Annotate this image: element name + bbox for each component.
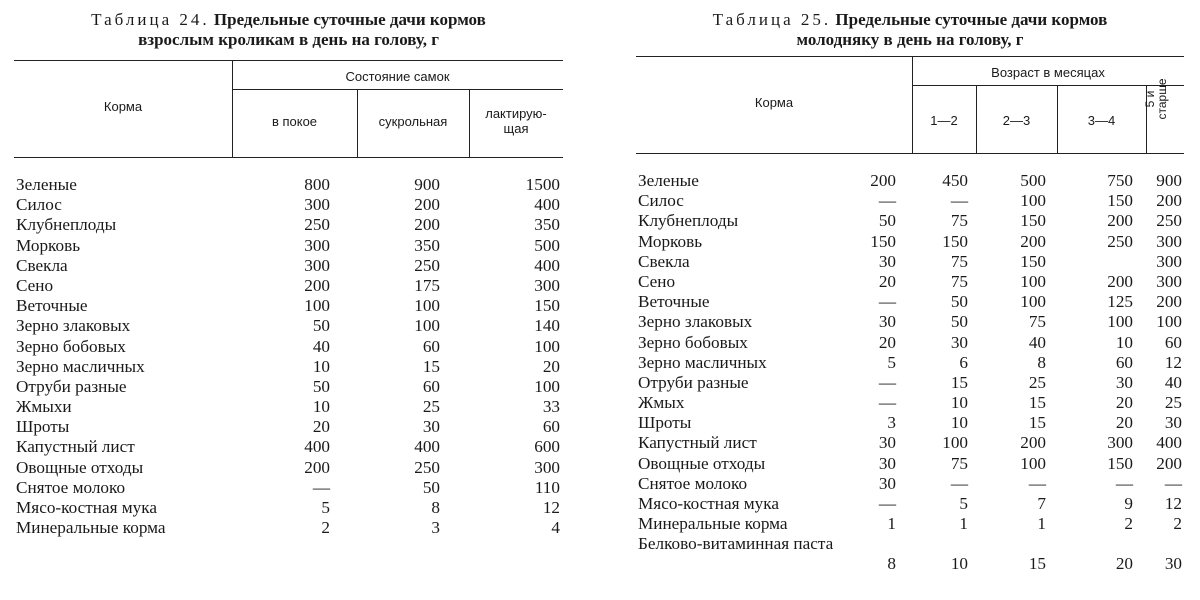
row-feed-name: Зерно злаковых — [638, 312, 753, 332]
row-value: 200 — [414, 195, 440, 215]
table-row — [14, 236, 563, 256]
table-24-header — [14, 60, 563, 158]
row-value: 40 — [1164, 372, 1182, 392]
row-value: 30 — [422, 417, 440, 437]
table-25-col-feed: Корма — [754, 95, 794, 110]
row-value: 300 — [1156, 271, 1182, 291]
row-feed-name: Зерно масличных — [638, 352, 767, 372]
table-row — [14, 417, 563, 437]
row-value: 30 — [878, 312, 896, 332]
row-value: — — [1164, 473, 1182, 493]
row-feed-name: Свекла — [16, 255, 68, 275]
row-value: 25 — [1028, 372, 1046, 392]
table-row — [636, 171, 1184, 191]
row-value: 4 — [551, 518, 560, 538]
row-value: 100 — [1107, 312, 1133, 332]
table-row — [636, 232, 1184, 252]
table-row — [14, 276, 563, 296]
row-value: 400 — [534, 195, 560, 215]
row-value: 3 — [887, 413, 896, 433]
row-value: — — [878, 191, 896, 211]
row-value: 75 — [950, 271, 968, 291]
row-value: 150 — [870, 231, 896, 251]
row-value: 5 — [887, 352, 896, 372]
row-value: 75 — [950, 251, 968, 271]
row-value: 200 — [1107, 271, 1133, 291]
row-value: 25 — [422, 397, 440, 417]
row-value: 60 — [422, 336, 440, 356]
row-value: 200 — [1156, 191, 1182, 211]
row-value: 5 — [959, 494, 968, 513]
row-feed-name: Белково-витаминная паста — [638, 534, 834, 554]
row-value: 200 — [1020, 433, 1046, 453]
row-value: 10 — [950, 413, 968, 433]
row-value: 30 — [1164, 413, 1182, 433]
row-value: 30 — [878, 251, 896, 271]
row-value: 30 — [878, 453, 896, 473]
row-value: 10 — [950, 393, 968, 413]
row-value: — — [950, 191, 968, 211]
table-row — [14, 377, 563, 397]
table-24-title-line2: взрослым кроликам в день на голову, г — [138, 30, 439, 49]
row-value: 9 — [1124, 494, 1133, 513]
row-value: 100 — [1156, 312, 1182, 332]
table-row — [636, 333, 1184, 353]
table-25-body — [636, 171, 1184, 574]
row-value: 75 — [1028, 312, 1046, 332]
row-value: 10 — [950, 554, 968, 574]
row-value: 20 — [1115, 413, 1133, 433]
row-value: 800 — [304, 175, 330, 194]
row-value: — — [950, 473, 968, 493]
row-value: — — [878, 372, 896, 392]
row-value: 20 — [1115, 393, 1133, 413]
table-row — [636, 312, 1184, 332]
row-value: 2 — [321, 518, 330, 538]
row-feed-name: Морковь — [16, 235, 81, 255]
row-feed-name: Минеральные корма — [638, 514, 788, 534]
row-value: 15 — [950, 372, 968, 392]
row-value: 300 — [1107, 433, 1133, 453]
row-value: 10 — [312, 397, 330, 417]
table-row — [636, 292, 1184, 312]
row-value: 50 — [950, 312, 968, 332]
row-value: 100 — [1020, 292, 1046, 312]
row-value: 150 — [1020, 251, 1046, 271]
row-value: 2 — [1173, 514, 1182, 534]
table-row — [14, 337, 563, 357]
row-feed-name: Веточные — [16, 296, 88, 316]
table-row — [14, 357, 563, 377]
row-value: 250 — [1107, 231, 1133, 251]
table-row — [14, 498, 563, 518]
row-value: 1 — [1037, 514, 1046, 534]
row-value: 100 — [414, 296, 440, 316]
row-value: 750 — [1107, 171, 1133, 190]
row-value: 33 — [542, 397, 560, 417]
row-value: 100 — [942, 433, 968, 453]
row-value: — — [878, 393, 896, 413]
row-value: 30 — [950, 332, 968, 352]
row-value: 100 — [1020, 271, 1046, 291]
table-row — [636, 534, 1184, 574]
row-feed-name: Овощные отходы — [638, 453, 766, 473]
row-value: 350 — [534, 215, 560, 235]
row-feed-name: Сено — [16, 275, 54, 295]
row-value: — — [312, 477, 330, 497]
row-value: 200 — [304, 457, 330, 477]
row-value: 6 — [959, 352, 968, 372]
table-row — [636, 252, 1184, 272]
table-25-header — [636, 56, 1184, 154]
row-value: 15 — [422, 356, 440, 376]
row-feed-name: Зерно масличных — [16, 356, 145, 376]
table-24-title-line1: Предельные суточные дачи кормов — [213, 10, 486, 29]
row-feed-name: Мясо-костная мука — [638, 494, 779, 513]
row-value: 15 — [1028, 413, 1046, 433]
row-value: 50 — [422, 477, 440, 497]
row-value: 20 — [1115, 554, 1133, 574]
row-value: 25 — [1164, 393, 1182, 413]
row-value: 60 — [422, 376, 440, 396]
row-value: 350 — [414, 235, 440, 255]
row-value: 30 — [878, 433, 896, 453]
table-24-col-rest: в покое — [271, 114, 318, 129]
row-value: 10 — [1115, 332, 1133, 352]
row-value: 200 — [1020, 231, 1046, 251]
row-value: 175 — [414, 275, 440, 295]
row-value: 150 — [534, 296, 560, 316]
row-feed-name: Зерно бобовых — [638, 332, 748, 352]
table-25-col-2-3: 2—3 — [1002, 113, 1031, 128]
row-value: 125 — [1107, 292, 1133, 312]
row-value: 300 — [534, 275, 560, 295]
row-feed-name: Жмыхи — [16, 397, 72, 417]
table-24-col-lactating: лактирую- щая — [485, 106, 547, 136]
table-25-col-5-plus: 5 и старше — [1143, 78, 1169, 120]
table-25 — [636, 0, 1184, 574]
row-value: 8 — [887, 554, 896, 574]
row-value: 20 — [542, 356, 560, 376]
row-feed-name: Зеленые — [16, 175, 77, 194]
row-value: 400 — [1156, 433, 1182, 453]
row-feed-name: Зеленые — [638, 171, 699, 190]
row-value: 400 — [304, 437, 330, 457]
table-25-caption — [636, 10, 1184, 52]
row-value: 100 — [534, 336, 560, 356]
row-value: 150 — [1107, 453, 1133, 473]
row-value: 300 — [1156, 251, 1182, 271]
table-24-group-header: Состояние самок — [345, 69, 450, 84]
table-row — [636, 514, 1184, 534]
row-value: 300 — [304, 235, 330, 255]
row-value: 15 — [1028, 393, 1046, 413]
table-25-col-1-2: 1—2 — [930, 113, 958, 128]
row-feed-name: Мясо-костная мука — [16, 498, 157, 517]
row-value: 600 — [534, 437, 560, 457]
row-value: 500 — [534, 235, 560, 255]
row-value: 100 — [1020, 453, 1046, 473]
row-value: 30 — [1164, 554, 1182, 574]
table-row — [14, 175, 563, 195]
row-value: 150 — [1107, 191, 1133, 211]
row-value: 3 — [431, 518, 440, 538]
row-feed-name: Сено — [638, 271, 676, 291]
row-value: 200 — [414, 215, 440, 235]
row-value: 900 — [414, 175, 440, 194]
table-row — [14, 296, 563, 316]
table-row — [636, 454, 1184, 474]
row-value: — — [1115, 473, 1133, 493]
row-value: 300 — [534, 457, 560, 477]
table-row — [14, 518, 563, 538]
table-row — [14, 195, 563, 215]
table-row — [636, 413, 1184, 433]
row-value: 50 — [950, 292, 968, 312]
row-value: 12 — [1164, 352, 1182, 372]
table-row — [636, 474, 1184, 494]
row-feed-name: Зерно бобовых — [16, 336, 126, 356]
row-value: 140 — [534, 316, 560, 336]
row-value: 100 — [414, 316, 440, 336]
table-row — [636, 494, 1184, 514]
table-25-group-header: Возраст в месяцах — [991, 65, 1105, 80]
table-25-title-line1: Предельные суточные дачи кормов — [835, 10, 1108, 29]
row-feed-name: Отруби разные — [16, 376, 127, 396]
row-value: 7 — [1037, 494, 1046, 513]
table-row — [14, 437, 563, 457]
row-feed-name: Зерно злаковых — [16, 316, 131, 336]
table-row — [14, 397, 563, 417]
row-value: 200 — [1156, 292, 1182, 312]
row-value: 5 — [321, 498, 330, 517]
row-value: 150 — [942, 231, 968, 251]
row-feed-name: Жмых — [638, 393, 685, 413]
row-feed-name: Овощные отходы — [16, 457, 144, 477]
row-value: 110 — [534, 477, 560, 497]
row-value: — — [878, 494, 896, 513]
row-value: 60 — [1115, 352, 1133, 372]
row-value: 250 — [414, 457, 440, 477]
row-value: 8 — [1037, 352, 1046, 372]
row-value: 250 — [414, 255, 440, 275]
row-value: 30 — [1115, 372, 1133, 392]
row-value: 60 — [542, 417, 560, 437]
table-row — [14, 316, 563, 336]
table-row — [14, 458, 563, 478]
row-feed-name: Клубнеплоды — [16, 215, 117, 235]
row-feed-name: Капустный лист — [16, 437, 135, 457]
row-value: 12 — [542, 498, 560, 517]
table-row — [14, 215, 563, 235]
row-value: 12 — [1164, 494, 1182, 513]
table-row — [636, 191, 1184, 211]
row-value: 100 — [304, 296, 330, 316]
table-24-caption — [14, 10, 563, 52]
row-value: 20 — [878, 271, 896, 291]
table-row — [636, 393, 1184, 413]
table-25-number: Таблица 25. — [712, 10, 832, 29]
table-row — [636, 353, 1184, 373]
row-value: 900 — [1156, 171, 1182, 190]
row-value: 20 — [312, 417, 330, 437]
row-value: 300 — [304, 255, 330, 275]
row-value: 200 — [304, 275, 330, 295]
row-feed-name: Снятое молоко — [16, 477, 126, 497]
row-value: — — [878, 292, 896, 312]
row-value: 300 — [304, 195, 330, 215]
row-value: 40 — [312, 336, 330, 356]
row-value: 100 — [1020, 191, 1046, 211]
table-24-col-feed: Корма — [103, 99, 143, 114]
row-feed-name: Отруби разные — [638, 372, 749, 392]
row-feed-name: Шроты — [638, 413, 692, 433]
table-24-number: Таблица 24. — [91, 10, 210, 29]
row-value: 100 — [534, 376, 560, 396]
table-24-col-pregnant: сукрольная — [378, 114, 448, 129]
row-value: 8 — [431, 498, 440, 517]
row-feed-name: Снятое молоко — [638, 473, 748, 493]
row-feed-name: Минеральные корма — [16, 518, 166, 538]
table-row — [636, 272, 1184, 292]
row-value: 1500 — [525, 175, 560, 194]
row-feed-name: Шроты — [16, 417, 70, 437]
row-value: 50 — [312, 316, 330, 336]
row-feed-name: Морковь — [638, 231, 703, 251]
row-value: 50 — [312, 376, 330, 396]
row-value: 200 — [1107, 211, 1133, 231]
row-value: 20 — [878, 332, 896, 352]
row-value: 400 — [414, 437, 440, 457]
row-value: 450 — [942, 171, 968, 190]
table-25-col-3-4: 3—4 — [1087, 113, 1116, 128]
row-value: 1 — [959, 514, 968, 534]
row-feed-name: Свекла — [638, 251, 690, 271]
row-feed-name: Веточные — [638, 292, 710, 312]
row-value: 250 — [304, 215, 330, 235]
row-value: 10 — [312, 356, 330, 376]
row-value: 75 — [950, 211, 968, 231]
table-row — [636, 373, 1184, 393]
row-value: 300 — [1156, 231, 1182, 251]
row-value: 250 — [1156, 211, 1182, 231]
table-row — [14, 256, 563, 276]
row-feed-name: Силос — [16, 195, 62, 215]
table-row — [636, 433, 1184, 453]
row-value: 500 — [1020, 171, 1046, 190]
table-row — [14, 478, 563, 498]
row-value: 200 — [1156, 453, 1182, 473]
row-value: 50 — [878, 211, 896, 231]
row-value: 15 — [1028, 554, 1046, 574]
row-value: 40 — [1028, 332, 1046, 352]
table-row — [636, 211, 1184, 231]
row-value: 400 — [534, 255, 560, 275]
row-value: 150 — [1020, 211, 1046, 231]
row-value: 75 — [950, 453, 968, 473]
row-value: 60 — [1164, 332, 1182, 352]
row-value: 2 — [1124, 514, 1133, 534]
row-feed-name: Капустный лист — [638, 433, 757, 453]
row-value: — — [1028, 473, 1046, 493]
row-value: 30 — [878, 473, 896, 493]
row-value: 200 — [870, 171, 896, 190]
row-value: 1 — [887, 514, 896, 534]
row-feed-name: Силос — [638, 191, 684, 211]
row-feed-name: Клубнеплоды — [638, 211, 739, 231]
table-24 — [14, 0, 563, 538]
table-25-title-line2: молодняку в день на голову, г — [796, 30, 1024, 49]
table-24-body — [14, 175, 563, 538]
